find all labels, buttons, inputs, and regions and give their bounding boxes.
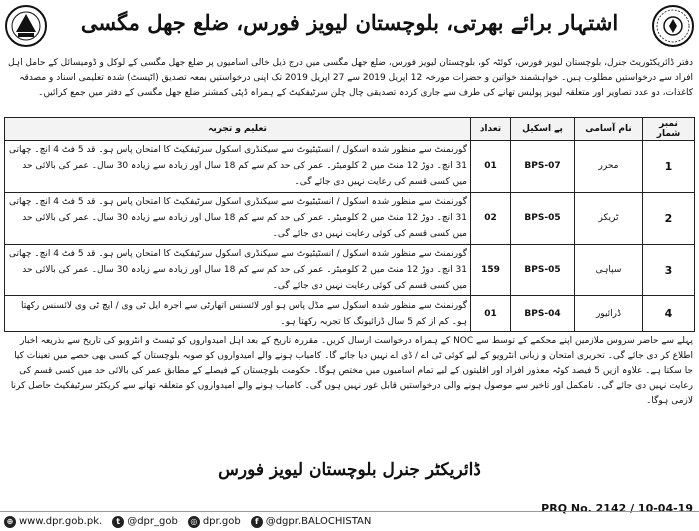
row-post: ڈرائیور bbox=[575, 296, 643, 332]
table-row bbox=[5, 244, 695, 296]
header-count: تعداد bbox=[471, 118, 511, 141]
row-post: ٹریکر bbox=[575, 192, 643, 244]
footer-website[interactable] bbox=[4, 516, 102, 528]
instagram-icon: ◎ bbox=[188, 516, 200, 528]
row-count: 159 bbox=[471, 244, 511, 296]
twitter-handle[interactable]: @dpr_gob bbox=[127, 516, 178, 527]
facebook-handle[interactable]: @dgpr.BALOCHISTAN bbox=[265, 516, 372, 527]
row-serial: 1 bbox=[643, 141, 695, 193]
prq-reference: PRQ No. 2142 / 10-04-19 bbox=[541, 502, 693, 515]
row-post: سپاہی bbox=[575, 244, 643, 296]
row-count: 02 bbox=[471, 192, 511, 244]
table-header-row bbox=[5, 118, 695, 141]
row-scale: BPS-05 bbox=[511, 244, 575, 296]
vacancy-table bbox=[4, 117, 695, 332]
footer-facebook[interactable] bbox=[251, 516, 372, 528]
header-serial: نمبر شمار bbox=[643, 118, 695, 141]
row-serial: 2 bbox=[643, 192, 695, 244]
row-qualification: گورنمنٹ سے منظور شدہ اسکول / انسٹیٹیوٹ سے سیکنڈری اسکول سرٹیفکیٹ کا امتحان پاس ہو۔ قد 5 فٹ 4 انچ۔ چھاتی 31 انچ۔ دوڑ 12 منٹ میں 2 کلومیٹر۔ عمر کی حد کم سے کم 18 سال اور زیادہ سے زیادہ 30 سال۔ عمر کی بالائی حد میں کسی قسم کی کوئی رعایت نہیں دی جائے گی۔ bbox=[5, 244, 471, 296]
row-serial: 4 bbox=[643, 296, 695, 332]
twitter-icon: t bbox=[112, 516, 124, 528]
table-row bbox=[5, 192, 695, 244]
ad-title: اشتہار برائے بھرتی، بلوچستان لیویز فورس، ضلع جھل مگسی bbox=[80, 10, 619, 35]
terms-paragraph: پہلے سے حاضر سروس ملازمین اپنے محکمے کے توسط سے NOC کے ہمراہ درخواست ارسال کریں۔ مقررہ تاریخ کے بعد اہل امیدواروں کو ٹیسٹ و انٹرویو کی تاریخ سے بذریعہ اخبار اطلاع کر دی جائے گی۔ تحریری امتحان و زبانی انٹرویو کے لیے کوئی ٹی اے / ڈی اے نہیں دیا جائے گا۔ کامیاب ہونے والے امیدواروں کو صوبہ بلوچستان کے کسی بھی حصے میں تعینات کیا جا سکتا ہے۔ علاوہ ازیں 5 فیصد کوٹہ معذور افراد اور اقلیتوں کے لیے تمام اسامیوں میں مختص ہوگا۔ حکومت بلوچستان کے فیصلے کے مطابق عمر کی بالائی حد میں کسی قسم کی رعایت نہیں دی جائے گی۔ نامکمل اور تاخیر سے موصول ہونے والی درخواستیں قابل غور نہیں ہوں گی۔ کامیاب ہونے والے امیدواروں کو متعلقہ تھانے سے کریکٹر سرٹیفکیٹ حاصل کرنا لازمی ہوگا۔ bbox=[10, 336, 693, 406]
header-post: نام آسامی bbox=[575, 118, 643, 141]
table-row bbox=[5, 296, 695, 332]
footer-instagram[interactable] bbox=[188, 516, 241, 528]
row-serial: 3 bbox=[643, 244, 695, 296]
row-count: 01 bbox=[471, 141, 511, 193]
row-scale: BPS-07 bbox=[511, 141, 575, 193]
row-scale: BPS-05 bbox=[511, 192, 575, 244]
row-scale: BPS-04 bbox=[511, 296, 575, 332]
row-qualification: گورنمنٹ سے منظور شدہ اسکول / انسٹیٹیوٹ سے سیکنڈری اسکول سرٹیفکیٹ کا امتحان پاس ہو۔ قد 5 فٹ 4 انچ۔ چھاتی 31 انچ۔ دوڑ 12 منٹ میں 2 کلومیٹر۔ عمر کی حد کم سے کم 18 سال اور زیادہ سے زیادہ 30 سال۔ عمر کی بالائی حد میں کسی قسم کی کوئی رعایت نہیں دی جائے گی۔ bbox=[5, 192, 471, 244]
instagram-handle[interactable]: dpr.gob bbox=[202, 516, 241, 527]
footer-bar bbox=[0, 511, 699, 531]
website-link[interactable]: www.dpr.gob.pk. bbox=[19, 516, 103, 527]
header-scale: پے اسکیل bbox=[511, 118, 575, 141]
header-qualification: تعلیم و تجربہ bbox=[5, 118, 471, 141]
levies-emblem-icon bbox=[4, 4, 48, 48]
table-row bbox=[5, 141, 695, 193]
row-qualification: گورنمنٹ سے منظور شدہ اسکول سے مڈل پاس ہو اور لائسنس اتھارٹی سے اجرہ ایل ٹی وی / ایچ ٹی وی لائسنس رکھتا ہو۔ کم از کم 5 سال ڈرائیونگ کا تجربہ رکھتا ہو۔ bbox=[5, 296, 471, 332]
signature-line: ڈائریکٹر جنرل بلوچستان لیویز فورس bbox=[218, 460, 481, 480]
intro-paragraph: دفتر ڈائریکٹوریٹ جنرل، بلوچستان لیویز فورس، کوئٹہ کو، بلوچستان لیویز فورس، ضلع جھل مگسی میں درج ذیل خالی اسامیوں پر ضلع جھل مگسی کے لوکل و ڈومیسائل کے حامل اہل افراد سے درخواستیں مطلوب ہیں۔ خواہشمند خواتین و حضرات مورخہ 12 اپریل 2019 سے 27 اپریل 2019 تک اپنی درخواستیں بمعہ تصدیق (اٹیسٹ) شدہ تعلیمی اسناد و مصدقہ کاغذات، دو عدد تصاویر اور متعلقہ لیویز پولیس تھانے کی طرف سے جاری کردہ تصدیقی چال چلن سرٹیفکیٹ کے ہمراہ ڈپٹی کمشنر ضلع جھل مگسی کے دفتر میں جمع کرائیں۔ bbox=[7, 58, 693, 98]
globe-icon: ⊕ bbox=[4, 516, 16, 528]
footer-twitter[interactable] bbox=[112, 516, 178, 528]
facebook-icon: f bbox=[251, 516, 263, 528]
row-qualification: گورنمنٹ سے منظور شدہ اسکول / انسٹیٹیوٹ سے سیکنڈری اسکول سرٹیفکیٹ کا امتحان پاس ہو۔ قد 5 فٹ 4 انچ۔ چھاتی 31 انچ۔ دوڑ 12 منٹ میں 2 کلومیٹر۔ عمر کی حد کم سے کم 18 سال اور زیادہ سے زیادہ 30 سال۔ عمر کی بالائی حد میں کسی قسم کی رعایت نہیں دی جائے گی۔ bbox=[5, 141, 471, 193]
balochistan-seal-icon bbox=[651, 4, 695, 48]
row-post: محرر bbox=[575, 141, 643, 193]
row-count: 01 bbox=[471, 296, 511, 332]
